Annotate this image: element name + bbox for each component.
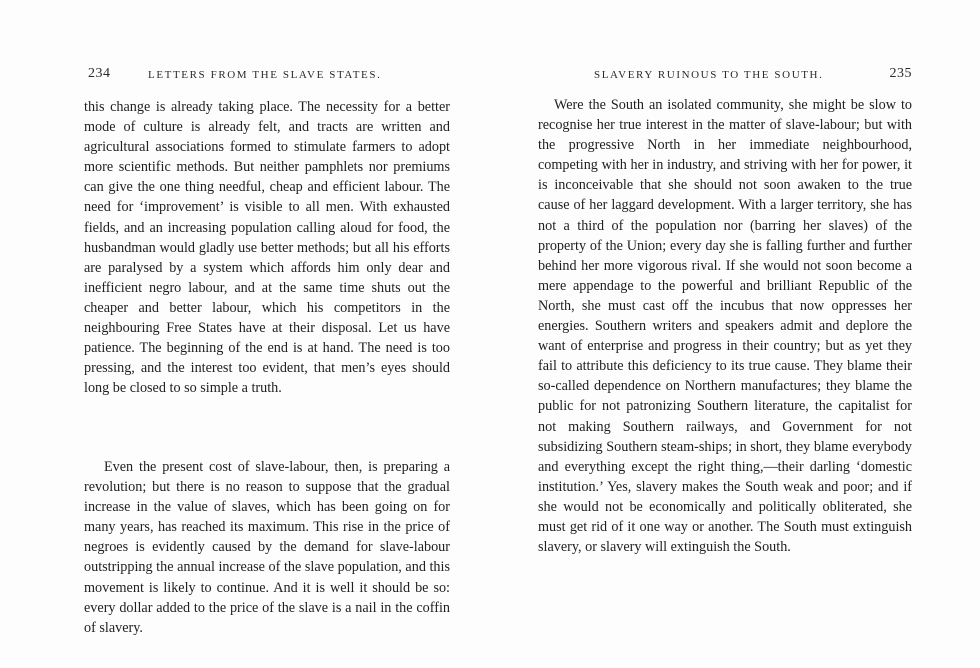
left-paragraph-1: this change is already taking place. The necessity for a better mode of culture is already felt, and tracts are written and agricultural associations formed to stimulate farmers to adopt more scientific methods. But neither pamphlets nor premiums can give the one thing needful, cheap and efficient labour. The need for ‘improvement’ is visible to all men. With exhausted fields, and an increasing population calling aloud for food, the husbandman would gladly use better methods; but all his efforts are paralysed by a system which affords him only dear and inefficient negro labour, and at the same time shuts out the cheaper and better labour, which his competitors in the neighbouring Free States have at their disposal. Let us have patience. The beginning of the end is at hand. The need is too pressing, and the interest too evident, that men’s eyes should long be closed to so simple a truth. xyxy=(84,99,450,397)
left-running-title: LETTERS FROM THE SLAVE STATES. xyxy=(148,69,382,81)
right-page-number: 235 xyxy=(889,66,912,81)
right-running-head xyxy=(538,68,912,88)
left-running-head xyxy=(84,68,450,88)
left-page-number: 234 xyxy=(88,66,111,81)
left-paragraph-2: Even the present cost of slave-labour, then, is preparing a revolution; but there is no reason to suppose that the gradual increase in the value of slaves, which has been going on for many years, has reached its maximum. This rise in the price of negroes is evidently caused by the demand for slave-labour outstripping the annual increase of the slave population, and this movement is likely to continue. And it is well it should be so: every dollar added to the price of the slave is a nail in the coffin of slavery. xyxy=(84,459,450,636)
right-running-title: SLAVERY RUINOUS TO THE SOUTH. xyxy=(594,69,824,81)
right-paragraph-1: Were the South an isolated community, she might be slow to recognise her true interest in the matter of slave-labour; but with the progressive North in her immediate neighbourhood, competing with her in industry, and striving with her for power, it is inconceivable that she should not soon awaken to the true cause of her laggard development. With a larger territory, she has not a third of the population nor (barring her slaves) of the property of the Union; every day she is falling further and further behind her more vigorous rival. If she would not soon become a mere appendage to the powerful and brilliant Republic of the North, she must cast off the incubus that now oppresses her energies. Southern writers and speakers admit and deplore the want of enterprise and progress in their country; but as yet they fail to attribute this deficiency to its true cause. They blame their so-called dependence on Northern manufactures; they blame the public for not patronizing Southern literature, the capitalist for not making Southern railways, and Government for not subsidizing Southern steam-ships; in short, they blame everybody and everything except the right thing,—their darling ‘domestic institution.’ Yes, slavery makes the South weak and poor; and if she would not be economically and politically obliterated, she must get rid of it one way or another. The South must extinguish slavery, or slavery will extinguish the South. xyxy=(538,97,912,556)
left-page xyxy=(84,0,450,668)
right-page xyxy=(538,0,912,668)
